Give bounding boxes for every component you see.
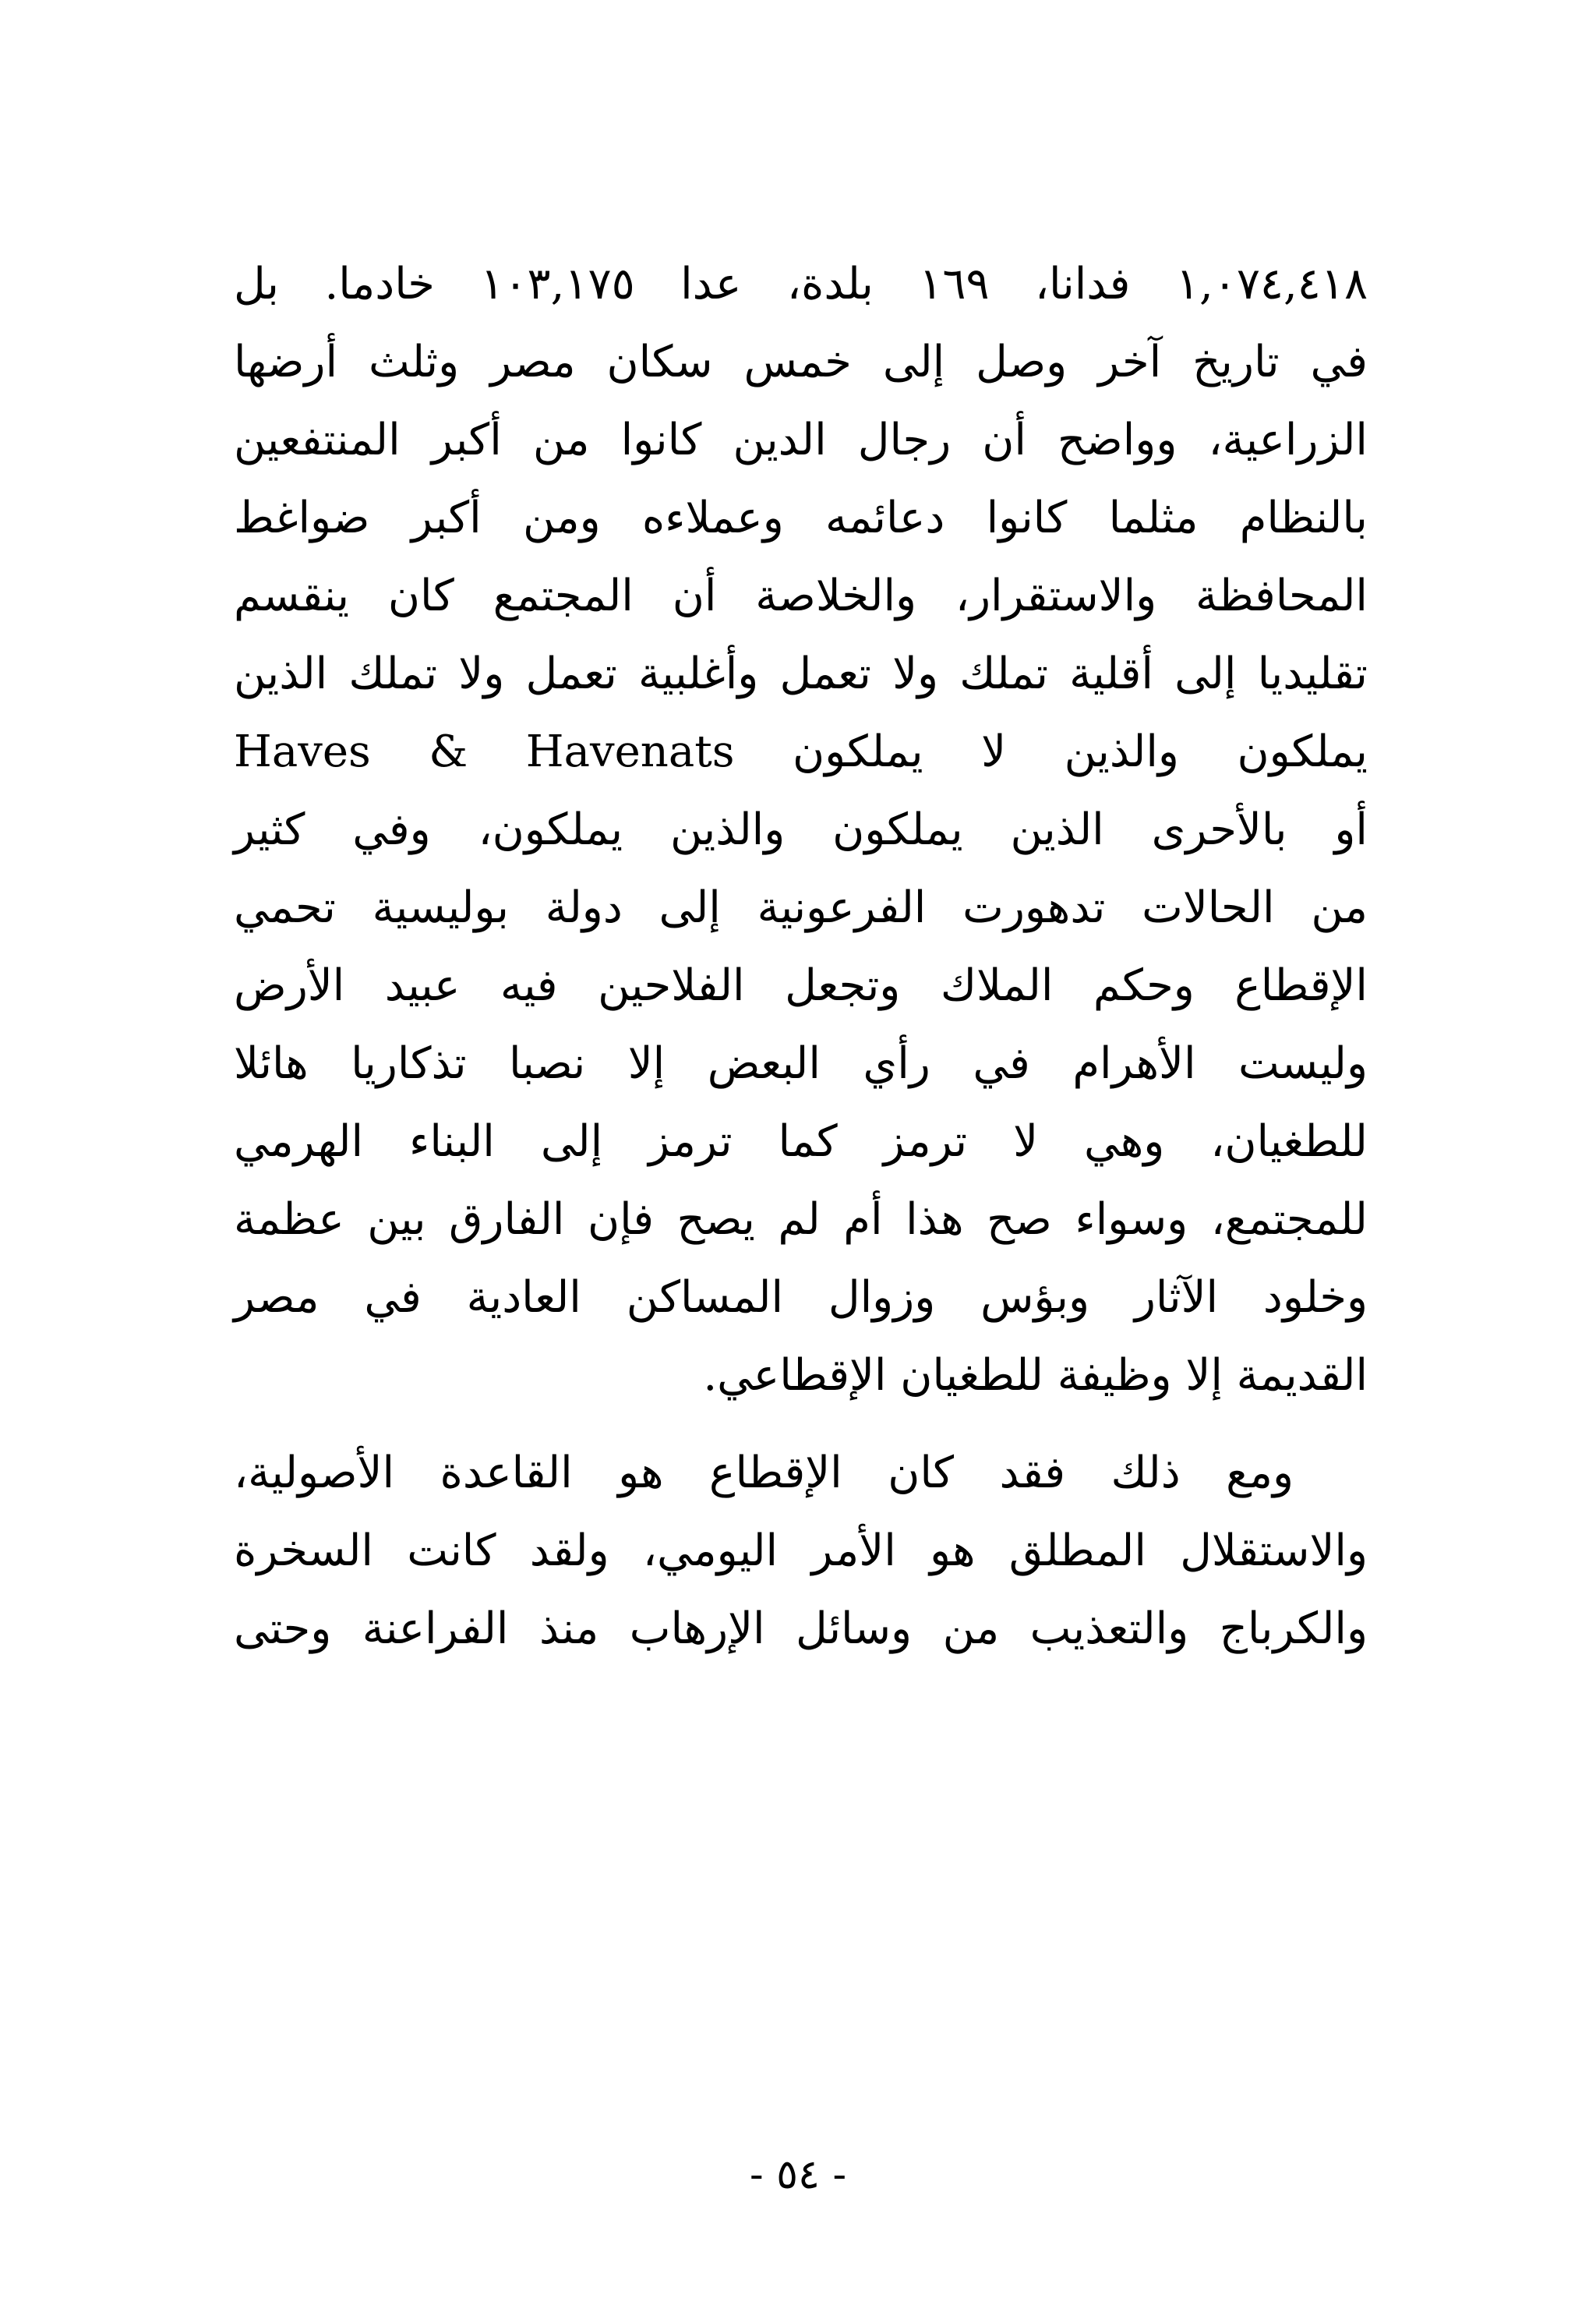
text-line: القديمة إلا وظيفة للطغيان الإقطاعي. — [703, 1350, 1368, 1401]
text-line: في تاريخ آخر وصل إلى خمس سكان مصر وثلث أرضها — [234, 337, 1368, 387]
text-line: تقليديا إلى أقلية تملك ولا تعمل وأغلبية تعمل ولا تملك الذين — [234, 649, 1368, 699]
text-line: للمجتمع، وسواء صح هذا أم لم يصح فإن الفارق بين عظمة — [234, 1194, 1368, 1245]
text-line: ومع ذلك فقد كان الإقطاع هو القاعدة الأصولية، — [234, 1448, 1294, 1498]
paragraph-1 — [234, 246, 1368, 1415]
text-line: والكرباج والتعذيب من وسائل الإرهاب منذ الفراعنة وحتى — [234, 1603, 1368, 1654]
paragraph-2 — [234, 1434, 1368, 1668]
text-line: للطغيان، وهي لا ترمز كما ترمز إلى البناء الهرمي — [234, 1116, 1368, 1167]
text-line: أو بالأحرى الذين يملكون والذين يملكون، وفي كثير — [234, 804, 1368, 855]
text-line: الإقطاع وحكم الملاك وتجعل الفلاحين فيه عبيد الأرض — [234, 960, 1368, 1011]
text-line: من الحالات تدهورت الفرعونية إلى دولة بوليسية تحمي — [234, 882, 1368, 933]
text-line: ١,٠٧٤,٤١٨ فدانا، ١٦٩ بلدة، عدا ١٠٣,١٧٥ خادما. بل — [234, 259, 1368, 309]
text-line: يملكون والذين لا يملكون Haves & Havenats — [234, 726, 1368, 777]
page-number: - ٥٤ - — [749, 2151, 847, 2198]
text-line: بالنظام مثلما كانوا دعائمه وعملاءه ومن أكبر ضواغط — [234, 493, 1368, 543]
text-line: وليست الأهرام في رأي البعض إلا نصبا تذكاريا هائلا — [234, 1038, 1368, 1089]
text-line: المحافظة والاستقرار، والخلاصة أن المجتمع كان ينقسم — [234, 571, 1368, 621]
text-line: والاستقلال المطلق هو الأمر اليومي، ولقد كانت السخرة — [234, 1525, 1368, 1576]
text-line: وخلود الآثار وبؤس وزوال المساكن العادية في مصر — [234, 1272, 1368, 1323]
text-line: الزراعية، وواضح أن رجال الدين كانوا من أكبر المنتفعين — [234, 415, 1368, 465]
